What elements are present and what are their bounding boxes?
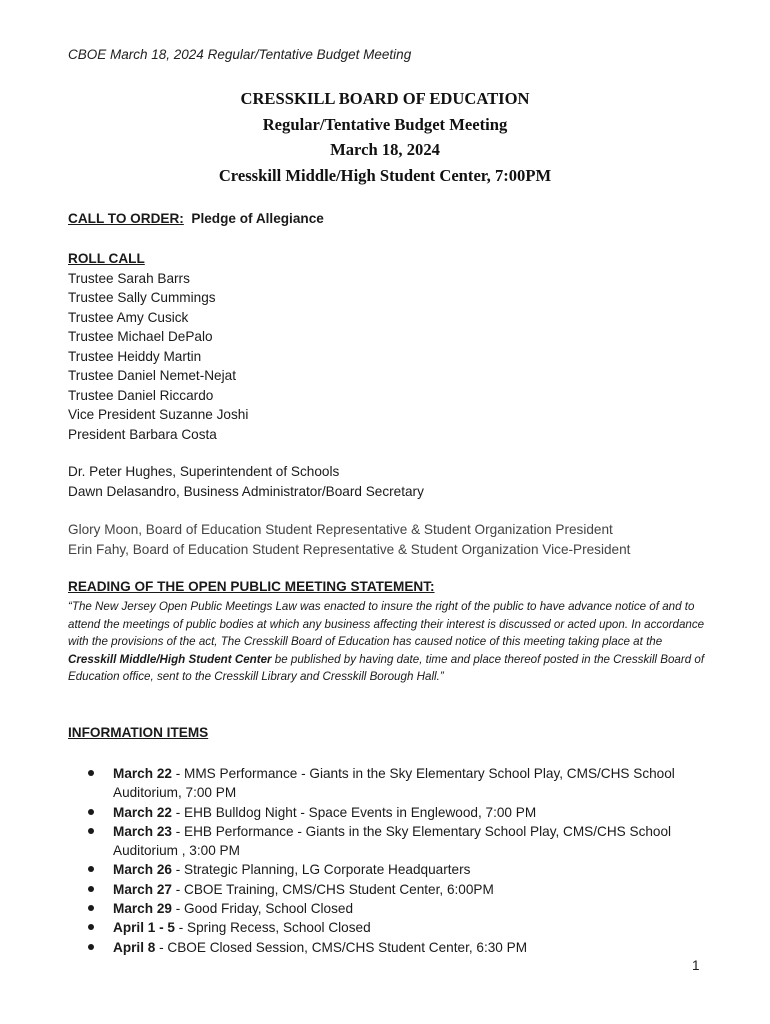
- page-number: 1: [692, 958, 700, 973]
- item-text: - EHB Performance - Giants in the Sky Elementary School Play, CMS/CHS School Auditorium , 3:00 PM: [113, 823, 672, 859]
- item-date: April 8: [113, 939, 156, 955]
- title-line-board: CRESSKILL BOARD OF EDUCATION: [240, 89, 530, 108]
- list-item: [88, 822, 698, 861]
- open-meeting-heading-text: READING OF THE OPEN PUBLIC MEETING STATEMENT:: [68, 579, 435, 594]
- list-item: [88, 938, 698, 957]
- bullet-icon: [88, 866, 94, 872]
- list-item: [88, 803, 698, 822]
- call-to-order-label: CALL TO ORDER:: [68, 211, 184, 226]
- information-items-list: [88, 764, 698, 957]
- list-item: [88, 764, 698, 803]
- roll-call-member: Trustee Sarah Barrs: [68, 270, 190, 286]
- bullet-icon: [88, 770, 94, 776]
- title-line-location: Cresskill Middle/High Student Center, 7:00PM: [218, 165, 552, 185]
- bullet-icon: [88, 924, 94, 930]
- roll-call-heading: ROLL CALL: [68, 251, 145, 266]
- open-meeting-statement: [68, 598, 708, 686]
- bullet-icon: [88, 905, 94, 911]
- bullet-icon: [88, 886, 94, 892]
- business-administrator-line: Dawn Delasandro, Business Administrator/Board Secretary: [68, 483, 424, 499]
- list-item: [88, 899, 698, 918]
- superintendent-line: Dr. Peter Hughes, Superintendent of Schools: [68, 464, 340, 479]
- information-items-heading: [68, 725, 208, 740]
- item-text: - EHB Bulldog Night - Space Events in Englewood, 7:00 PM: [171, 804, 537, 820]
- item-text: - Good Friday, School Closed: [171, 901, 354, 917]
- item-date: March 23: [113, 823, 172, 839]
- call-to-order-text: Pledge of Allegiance: [191, 211, 324, 226]
- information-items-heading-text: INFORMATION ITEMS: [68, 725, 209, 740]
- statement-location: Cresskill Middle/High Student Center: [68, 652, 272, 666]
- roll-call-member: Trustee Amy Cusick: [68, 309, 189, 325]
- statement-text-part: “The New Jersey Open Public Meetings Law was enacted to insure the right of the public to have advance notice of and to attend the meetings of public bodies at which any business affecting their interest is discussed or acted upon. In accordance with the provisions of the act, The Cresskill Board of Education has caused notice of this meeting taking place at the: [68, 600, 705, 648]
- list-item: [88, 880, 698, 899]
- item-date: April 1 - 5: [113, 920, 175, 936]
- title-line-date: March 18, 2024: [330, 140, 440, 159]
- student-rep-line: Erin Fahy, Board of Education Student Representative & Student Organization Vice-President: [68, 541, 631, 557]
- open-meeting-heading: [68, 579, 435, 594]
- item-text: - MMS Performance - Giants in the Sky Elementary School Play, CMS/CHS School Auditorium, 7:00 PM: [113, 766, 675, 801]
- roll-call-member: President Barbara Costa: [68, 426, 217, 442]
- student-representatives: [68, 520, 630, 559]
- list-item: [88, 918, 698, 937]
- administration-list: [68, 462, 424, 501]
- call-to-order: [68, 211, 324, 226]
- item-text: - Strategic Planning, LG Corporate Headquarters: [171, 862, 471, 878]
- roll-call-member: Trustee Daniel Riccardo: [68, 387, 214, 403]
- item-date: March 26: [113, 862, 172, 878]
- item-date: March 29: [113, 901, 172, 917]
- bullet-icon: [88, 809, 94, 815]
- roll-call-member: Trustee Michael DePalo: [68, 329, 213, 344]
- running-header: CBOE March 18, 2024 Regular/Tentative Budget Meeting: [68, 47, 412, 62]
- title-block: [0, 86, 770, 188]
- list-item: [88, 860, 698, 879]
- item-text: - CBOE Closed Session, CMS/CHS Student Center, 6:30 PM: [155, 939, 528, 955]
- item-date: March 22: [113, 766, 172, 781]
- roll-call-member: Trustee Sally Cummings: [68, 290, 216, 305]
- title-line-meeting-type: Regular/Tentative Budget Meeting: [262, 114, 508, 134]
- roll-call-member: Trustee Daniel Nemet-Nejat: [68, 368, 236, 383]
- student-rep-line: Glory Moon, Board of Education Student Representative & Student Organization President: [68, 522, 613, 537]
- item-date: March 27: [113, 881, 172, 897]
- roll-call-member: Vice President Suzanne Joshi: [68, 407, 249, 422]
- statement-text-part: be published by having date, time and place thereof posted in the Cresskill Board of Education office, sent to the Cresskill Library and Cresskill Borough Hall.”: [68, 652, 705, 683]
- roll-call: [68, 249, 248, 444]
- item-text: - CBOE Training, CMS/CHS Student Center, 6:00PM: [171, 881, 494, 897]
- bullet-icon: [88, 944, 94, 950]
- bullet-icon: [88, 828, 94, 834]
- roll-call-member: Trustee Heiddy Martin: [68, 348, 202, 364]
- item-text: - Spring Recess, School Closed: [174, 920, 371, 936]
- item-date: March 22: [113, 804, 172, 820]
